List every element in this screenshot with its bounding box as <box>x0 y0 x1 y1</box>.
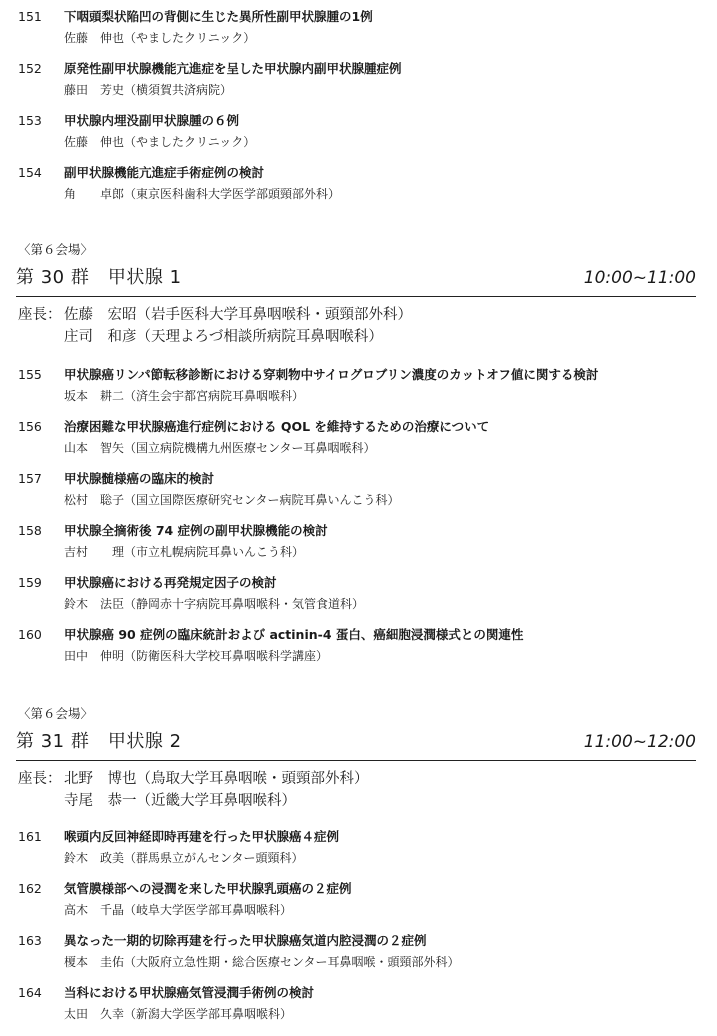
chair-name: 寺尾 恭一（近畿大学耳鼻咽喉科） <box>64 793 296 809</box>
top-item-list <box>0 8 717 216</box>
item-number: 154 <box>18 165 42 180</box>
item-title: 甲状腺髄様癌の臨床的検討 <box>64 471 215 486</box>
item-number: 157 <box>18 471 42 486</box>
list-item <box>0 60 717 112</box>
item-title: 下咽頭梨状陥凹の背側に生じた異所性副甲状腺腫の1例 <box>64 9 373 24</box>
list-item <box>0 164 717 216</box>
list-item <box>0 112 717 164</box>
item-number: 153 <box>18 113 42 128</box>
item-title: 甲状腺癌 90 症例の臨床統計および actinin-4 蛋白、癌細胞浸潤様式との関連性 <box>64 627 524 642</box>
item-title: 喉頭内反回神経即時再建を行った甲状腺癌４症例 <box>64 829 340 844</box>
item-author: 榎本 圭佑（大阪府立急性期・総合医療センター耳鼻咽喉・頭頸部外科） <box>64 955 460 969</box>
item-title: 原発性副甲状腺機能亢進症を呈した甲状腺内副甲状腺腫症例 <box>64 61 402 76</box>
chair-name: 北野 博也（鳥取大学耳鼻咽喉・頭頸部外科） <box>64 771 369 787</box>
item-number: 162 <box>18 881 42 896</box>
item-author: 佐藤 伸也（やましたクリニック） <box>64 135 256 149</box>
group-title: 第 31 群 甲状腺 2 <box>16 731 182 752</box>
list-item <box>0 626 717 678</box>
item-author: 佐藤 伸也（やましたクリニック） <box>64 31 256 45</box>
item-author: 鈴木 政美（群馬県立がんセンター頭頸科） <box>64 851 304 865</box>
item-title: 甲状腺内埋没副甲状腺腫の６例 <box>64 113 240 128</box>
list-item <box>0 470 717 522</box>
list-item <box>0 366 717 418</box>
list-item <box>0 418 717 470</box>
item-number: 163 <box>18 933 42 948</box>
item-number: 160 <box>18 627 42 642</box>
list-item <box>0 932 717 984</box>
group-header <box>16 266 696 297</box>
item-author: 鈴木 法臣（静岡赤十字病院耳鼻咽喉科・気管食道科） <box>64 597 365 611</box>
list-item <box>0 828 717 880</box>
item-title: 甲状腺全摘術後 74 症例の副甲状腺機能の検討 <box>64 523 328 538</box>
item-author: 角 卓郎（東京医科歯科大学医学部頭頸部外科） <box>64 187 341 201</box>
item-title: 当科における甲状腺癌気管浸潤手術例の検討 <box>64 985 315 1000</box>
chair-label: 座長： <box>18 771 62 787</box>
chair-label: 座長： <box>18 307 62 323</box>
list-item <box>0 984 717 1036</box>
item-author: 吉村 理（市立札幌病院耳鼻いんこう科） <box>64 545 305 559</box>
item-number: 151 <box>18 9 42 24</box>
item-author: 藤田 芳史（横須賀共済病院） <box>64 83 233 97</box>
session-31-item-list <box>0 828 717 1036</box>
chairpersons <box>18 768 369 812</box>
item-title: 甲状腺癌における再発規定因子の検討 <box>64 575 277 590</box>
group-header <box>16 730 696 761</box>
item-title: 異なった一期的切除再建を行った甲状腺癌気道内腔浸潤の２症例 <box>64 933 427 948</box>
item-number: 159 <box>18 575 42 590</box>
item-number: 156 <box>18 419 42 434</box>
group-time: 11:00~12:00 <box>583 732 696 752</box>
group-time: 10:00~11:00 <box>583 268 696 288</box>
chair-name: 庄司 和彦（天理よろづ相談所病院耳鼻咽喉科） <box>64 329 383 345</box>
item-title: 治療困難な甲状腺癌進行症例における QOL を維持するための治療について <box>64 419 490 434</box>
item-title: 甲状腺癌リンパ節転移診断における穿刺物中サイログロブリン濃度のカットオフ値に関する検討 <box>64 367 599 382</box>
item-number: 155 <box>18 367 42 382</box>
item-author: 松村 聡子（国立国際医療研究センター病院耳鼻いんこう科） <box>64 493 400 507</box>
venue-label: 〈第６会場〉 <box>18 242 94 257</box>
list-item <box>0 574 717 626</box>
item-number: 161 <box>18 829 42 844</box>
item-title: 気管膜様部への浸潤を来した甲状腺乳頭癌の２症例 <box>64 881 352 896</box>
item-author: 太田 久幸（新潟大学医学部耳鼻咽喉科） <box>64 1007 293 1021</box>
item-number: 152 <box>18 61 42 76</box>
item-title: 副甲状腺機能亢進症手術症例の検討 <box>64 165 265 180</box>
chair-name: 佐藤 宏昭（岩手医科大学耳鼻咽喉科・頭頸部外科） <box>64 307 412 323</box>
item-author: 田中 伸明（防衛医科大学校耳鼻咽喉科学講座） <box>64 649 329 663</box>
item-author: 高木 千晶（岐阜大学医学部耳鼻咽喉科） <box>64 903 293 917</box>
list-item <box>0 880 717 932</box>
item-number: 164 <box>18 985 42 1000</box>
item-author: 山本 智矢（国立病院機構九州医療センター耳鼻咽喉科） <box>64 441 376 455</box>
group-title: 第 30 群 甲状腺 1 <box>16 267 182 288</box>
session-30-item-list <box>0 366 717 678</box>
item-author: 坂本 耕二（済生会宇都宮病院耳鼻咽喉科） <box>64 389 305 403</box>
list-item <box>0 8 717 60</box>
list-item <box>0 522 717 574</box>
item-number: 158 <box>18 523 42 538</box>
chairpersons <box>18 304 412 348</box>
venue-label: 〈第６会場〉 <box>18 706 94 721</box>
